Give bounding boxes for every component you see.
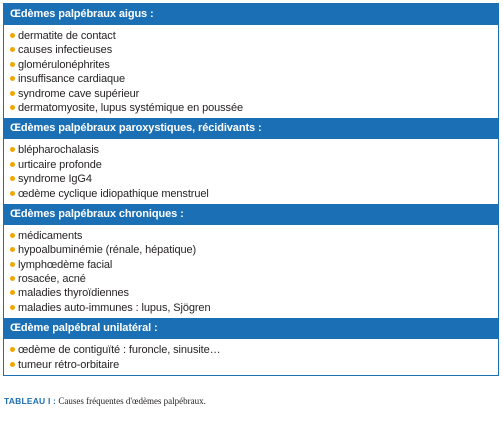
section-body	[4, 225, 498, 318]
list-item-text: œdème de contiguïté : furoncle, sinusite…	[18, 344, 221, 357]
list-item	[10, 243, 498, 257]
bullet-icon	[10, 276, 15, 281]
list-item-text: insuffisance cardiaque	[18, 73, 126, 86]
bullet-icon	[10, 191, 15, 196]
section-header: Œdèmes palpébraux chroniques :	[4, 204, 498, 225]
list-item-text: médicaments	[18, 229, 83, 242]
list-item-text: rosacée, acné	[18, 273, 86, 286]
section-header: Œdème palpébral unilatéral :	[4, 318, 498, 339]
bullet-icon	[10, 91, 15, 96]
bullet-icon	[10, 247, 15, 252]
bullet-icon	[10, 262, 15, 267]
bullet-icon	[10, 362, 15, 367]
caption-text: Causes fréquentes d'œdèmes palpébraux.	[58, 396, 206, 406]
section-body	[4, 139, 498, 204]
bullet-icon	[10, 33, 15, 38]
bullet-icon	[10, 76, 15, 81]
list-item-text: syndrome cave supérieur	[18, 87, 140, 100]
list-item	[10, 72, 498, 86]
list-item-text: dermatite de contact	[18, 30, 116, 42]
list-item-text: maladies thyroïdiennes	[18, 287, 129, 300]
caption-label: TABLEAU I :	[4, 396, 57, 406]
list-item-text: lymphœdème facial	[18, 258, 113, 271]
bullet-icon	[10, 233, 15, 238]
list-item	[10, 158, 498, 172]
list-item	[10, 301, 498, 315]
list-item-text: urticaire profonde	[18, 158, 102, 171]
section-body	[4, 25, 498, 118]
list-item-text: glomérulonéphrites	[18, 58, 110, 71]
list-item	[10, 43, 498, 57]
section-body	[4, 339, 498, 375]
bullet-icon	[10, 47, 15, 52]
bullet-icon	[10, 147, 15, 152]
list-item	[10, 258, 498, 272]
list-item	[10, 286, 498, 300]
causes-table	[3, 3, 499, 376]
list-item	[10, 172, 498, 186]
bullet-icon	[10, 347, 15, 352]
list-item	[10, 101, 498, 115]
bullet-icon	[10, 105, 15, 110]
list-item-text: blépharochalasis	[18, 144, 99, 157]
list-item-text: œdème cyclique idiopathique menstruel	[18, 187, 209, 200]
list-item	[10, 87, 498, 101]
bullet-icon	[10, 305, 15, 310]
list-item-text: dermatomyosite, lupus systémique en poussée	[18, 101, 243, 114]
list-item-text: hypoalbuminémie (rénale, hépatique)	[18, 244, 197, 257]
bullet-icon	[10, 290, 15, 295]
list-item	[10, 58, 498, 72]
list-item	[10, 229, 498, 243]
section-header: Œdèmes palpébraux aigus :	[4, 4, 498, 25]
list-item-text: syndrome IgG4	[18, 173, 92, 186]
list-item	[10, 143, 498, 157]
table-caption	[4, 396, 206, 406]
list-item	[10, 187, 498, 201]
bullet-icon	[10, 162, 15, 167]
bullet-icon	[10, 62, 15, 67]
list-item	[10, 343, 498, 357]
list-item-text: tumeur rétro-orbitaire	[18, 358, 120, 371]
list-item-text: maladies auto-immunes : lupus, Sjögren	[18, 301, 211, 314]
list-item	[10, 272, 498, 286]
list-item	[10, 358, 498, 372]
section-header: Œdèmes palpébraux paroxystiques, récidivants :	[4, 118, 498, 139]
bullet-icon	[10, 176, 15, 181]
list-item-text: causes infectieuses	[18, 44, 113, 57]
list-item	[10, 29, 498, 43]
